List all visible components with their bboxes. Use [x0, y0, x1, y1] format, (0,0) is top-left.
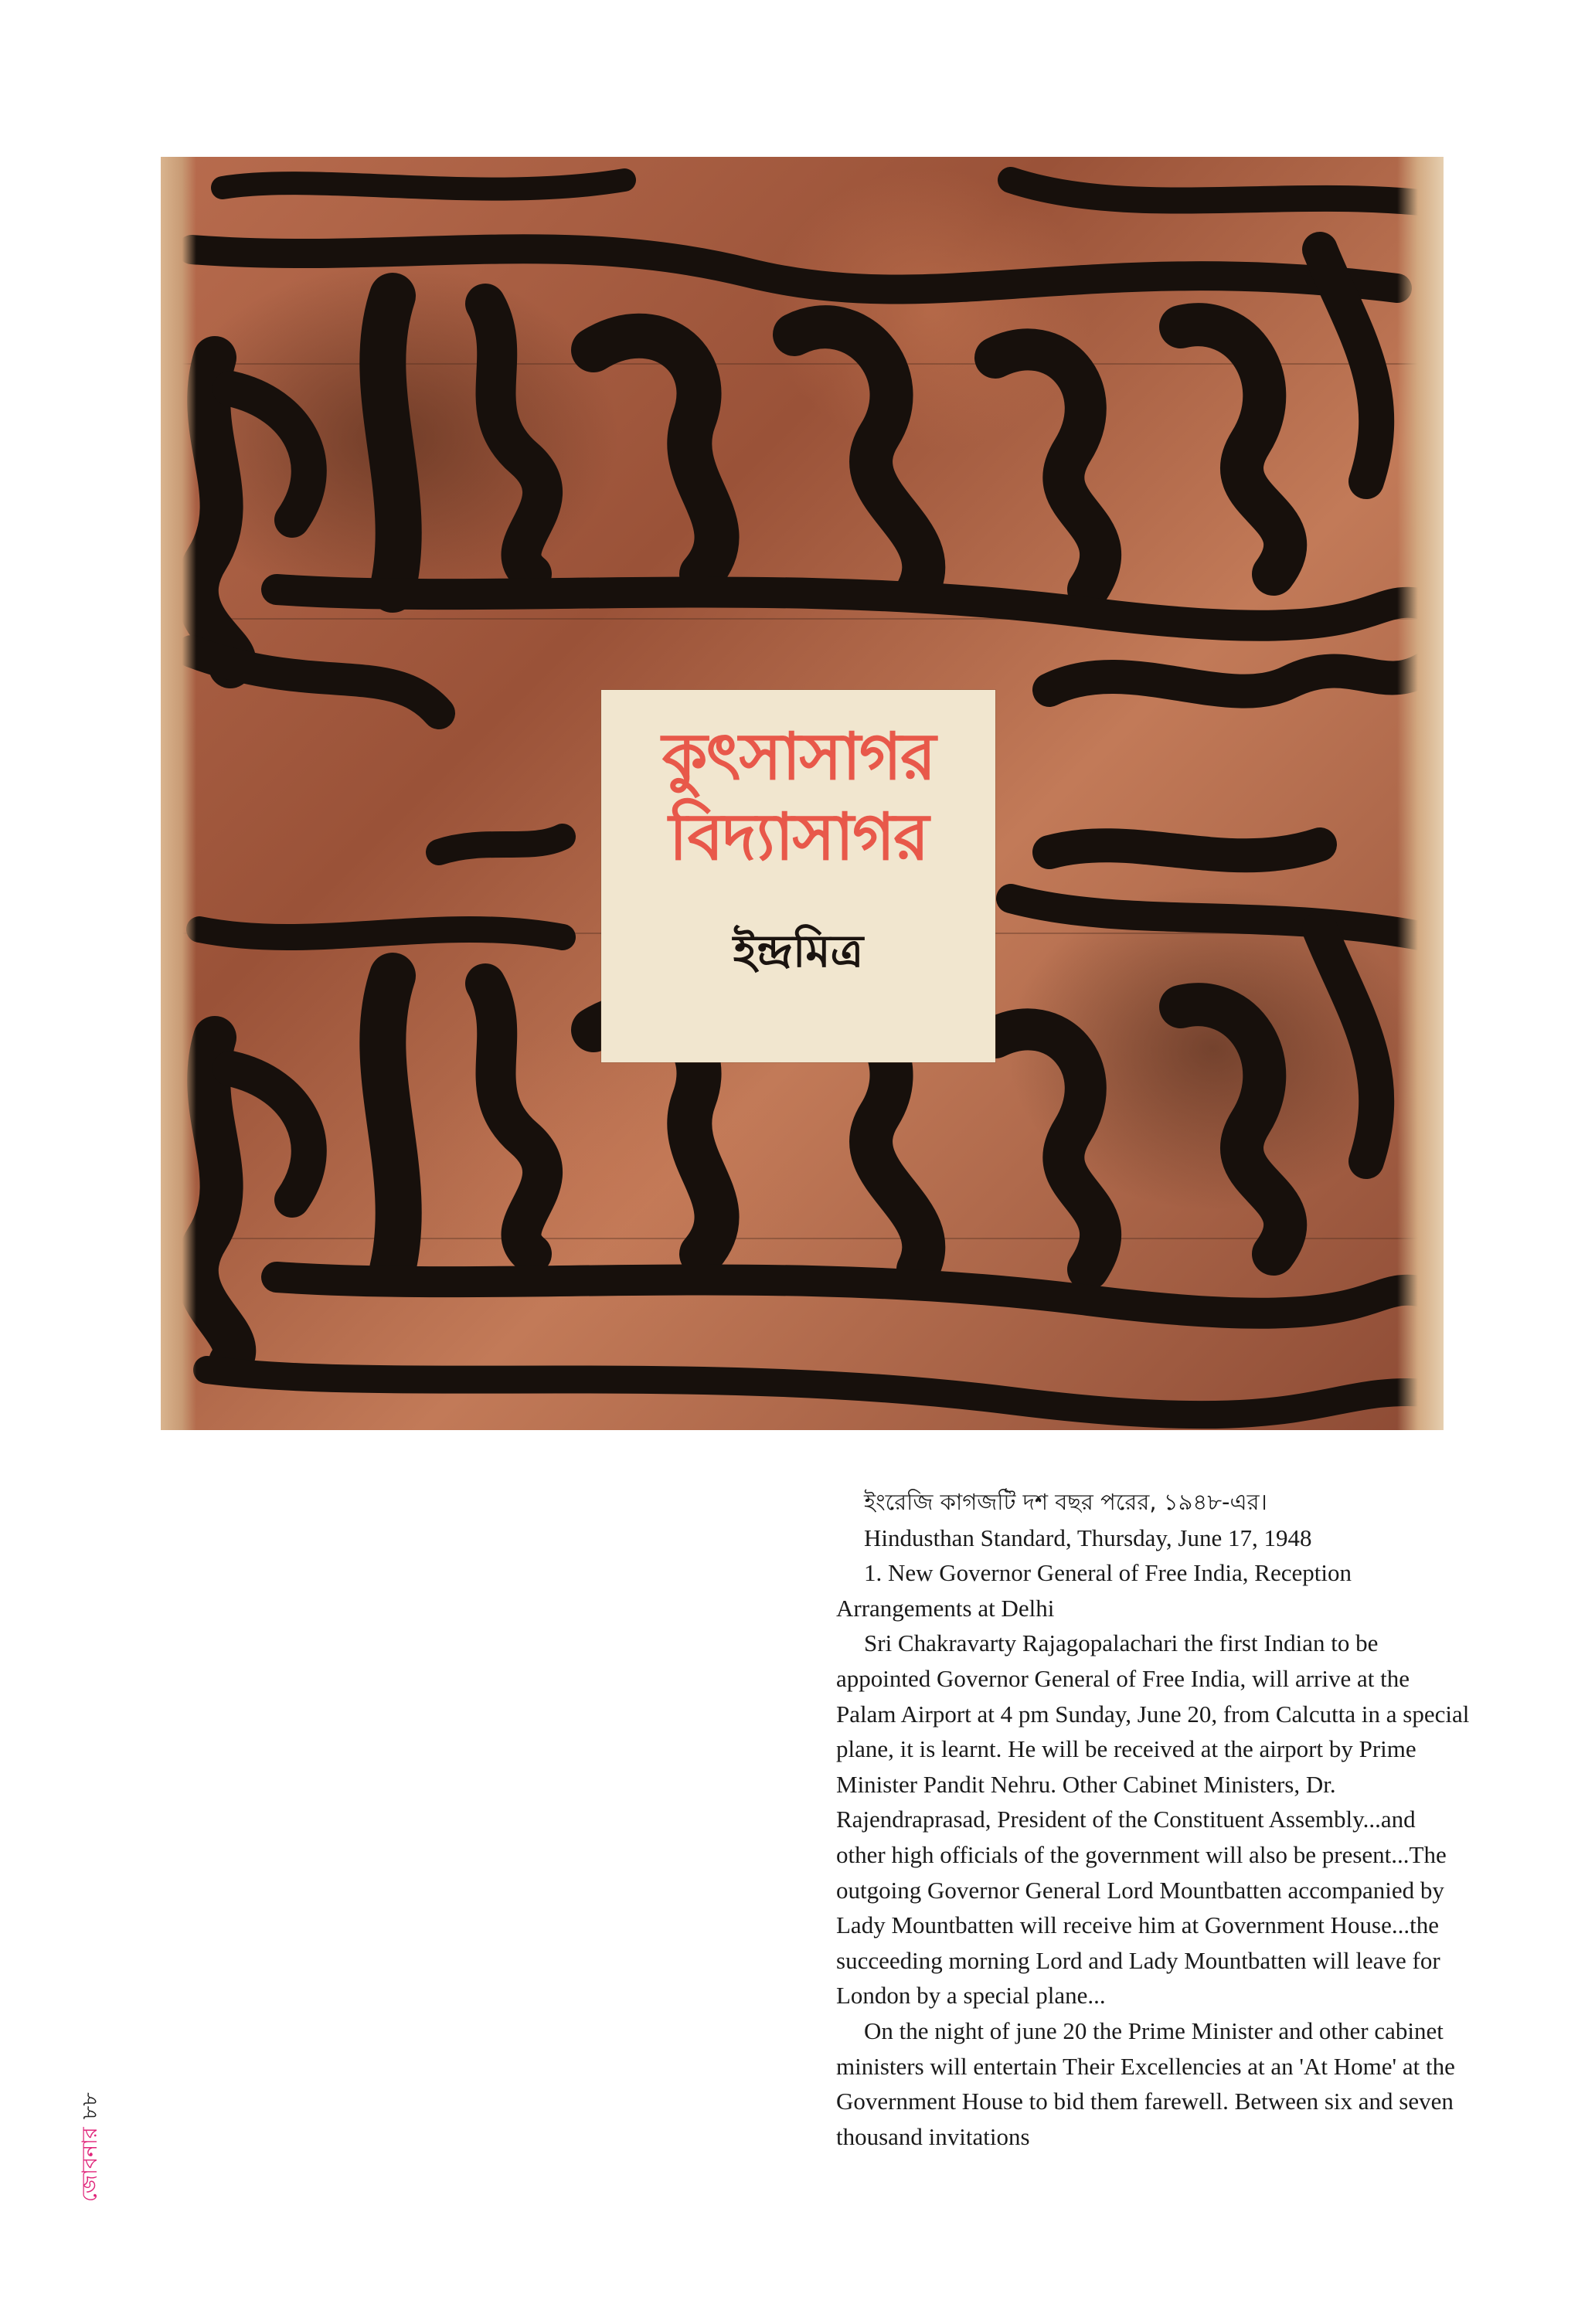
- cover-right-edge: [1397, 157, 1444, 1430]
- article-text: [836, 1485, 1470, 2154]
- book-cover-image: [161, 157, 1444, 1430]
- newspaper-dateline: Hindusthan Standard, Thursday, June 17, 1948: [864, 1524, 1312, 1551]
- page-marker: [74, 2078, 113, 2202]
- cover-title-label: [601, 690, 995, 1062]
- cover-left-edge: [161, 157, 196, 1430]
- article-paragraph: Sri Chakravarty Rajagopalachari the first Indian to be appointed Governor General of Free India, will arrive at the Palam Airport at 4 pm Sunday, June 20, from Calcutta in a special plane, it is learnt. He will be received at the airport by Prime Minister Pandit Nehru. Other Cabinet Ministers, Dr. Rajendraprasad, President of the Constituent Assembly...and other high officials of the government will also be present...The outgoing Governor General Lord Mountbatten accompanied by Lady Mountbatten will receive him at Government House...the succeeding morning Lord and Lady Mountbatten will leave for London by a special plane...: [836, 1629, 1470, 2010]
- page-number: ৮৮: [78, 2092, 102, 2120]
- magazine-name: জোবনার: [78, 2127, 102, 2202]
- caption-bengali: ইংরেজি কাগজটি দশ বছর পরের, ১৯৪৮-এর।: [864, 1489, 1267, 1515]
- cover-author: ইন্দ্রমিত্র: [733, 925, 864, 977]
- cover-title-line-1: কুৎসাসাগর: [661, 719, 935, 794]
- cover-title-line-2: বিদ্যাসাগর: [668, 799, 928, 875]
- article-paragraph: On the night of june 20 the Prime Minister and other cabinet ministers will entertain Their Excellencies at an 'At Home' at the Government House to bid them farewell. Between six and seven thousand invitations: [836, 2017, 1455, 2150]
- article-heading: 1. New Governor General of Free India, Reception Arrangements at Delhi: [836, 1559, 1352, 1622]
